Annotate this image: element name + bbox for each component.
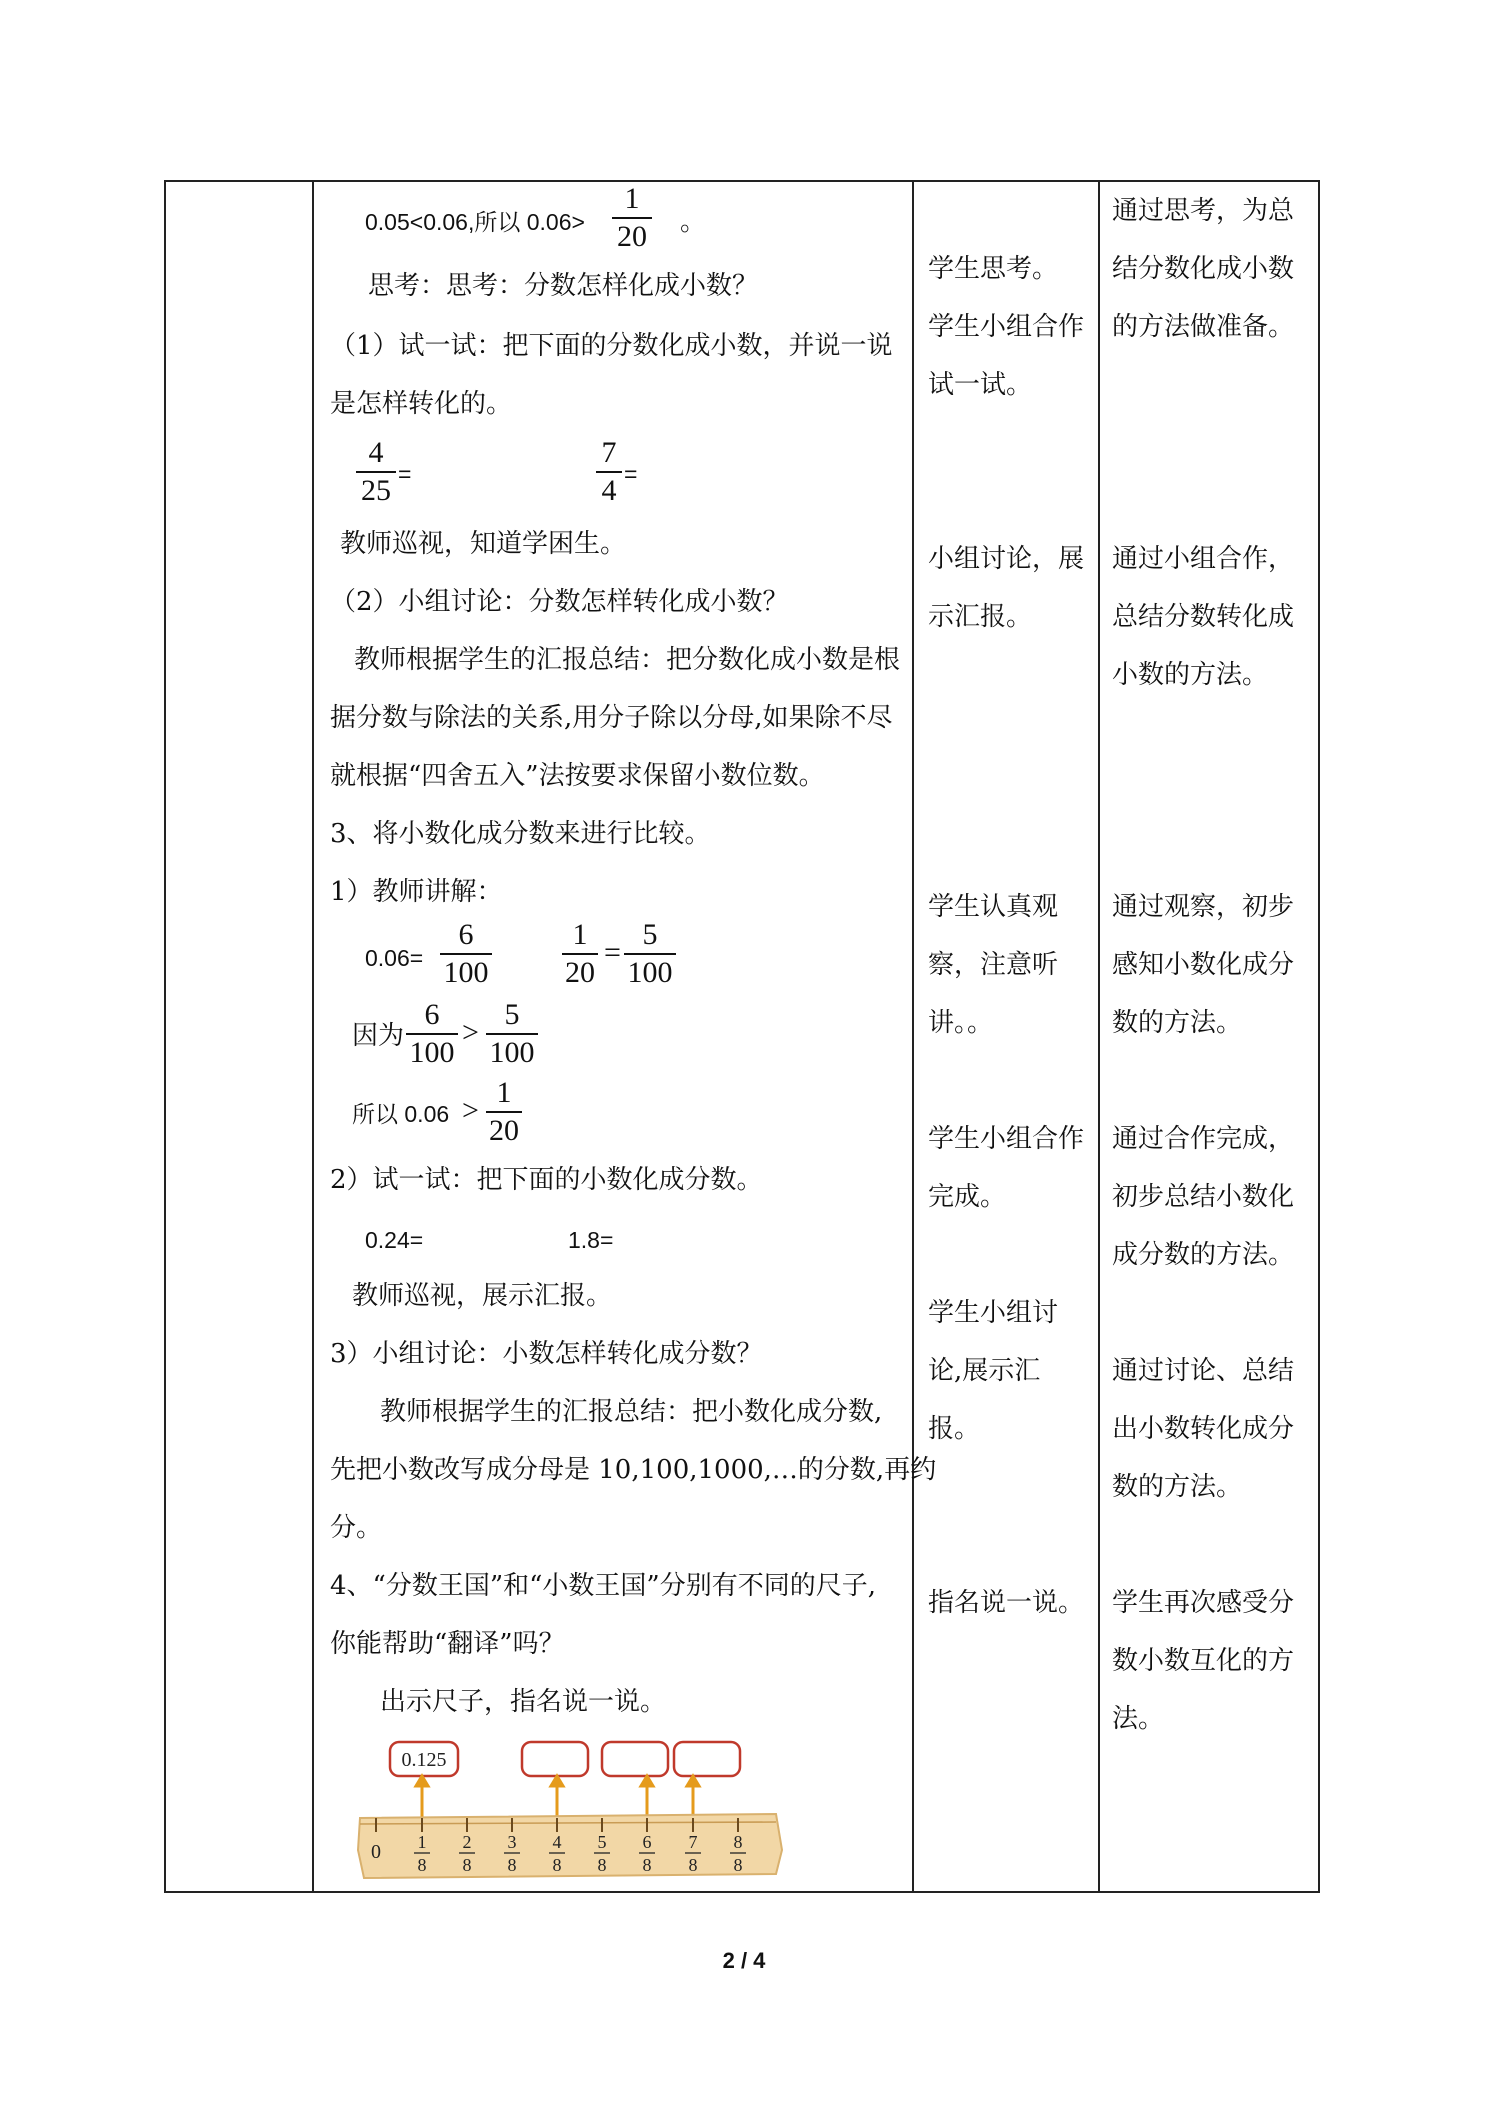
ruler-den-6: 8 <box>642 1855 652 1875</box>
step-4-line-a: 4、“分数王国”和“小数王国”分别有不同的尺子, <box>330 1571 876 1601</box>
page-number: 2 / 4 <box>722 1948 766 1973</box>
eq-a-prefix: 0.06= <box>365 945 424 971</box>
answer-box-blank-3 <box>674 1742 740 1776</box>
step-4-line-b: 你能帮助“翻译”吗？ <box>330 1629 565 1659</box>
student-activity-7: 指名说一说。 <box>928 1588 1085 1618</box>
design-intent-1: 通过思考，为总结分数化成小数的方法做准备。 <box>1112 196 1295 342</box>
student-activity-3: 小组讨论，展示汇报。 <box>928 544 1085 632</box>
answer-box-blank-2 <box>602 1742 668 1776</box>
fraction-6-100-a: 6 100 <box>440 918 492 990</box>
think-question: 思考：思考：分数怎样化成小数？ <box>368 271 759 301</box>
ruler-num-8: 8 <box>733 1832 743 1852</box>
student-activity-4: 学生认真观察，注意听讲。。 <box>928 892 1059 1038</box>
fraction-1-20-c: 1 20 <box>486 1076 522 1148</box>
fraction-5-100-b: 5 100 <box>486 998 538 1070</box>
col-divider-2 <box>912 180 914 1893</box>
ruler-den-2: 8 <box>462 1855 472 1875</box>
so-prefix: 所以 0.06 <box>352 1101 450 1127</box>
student-activity-1: 学生思考。 <box>928 254 1059 284</box>
col-divider-3 <box>1098 180 1100 1893</box>
greater-than-2: > <box>462 1094 479 1127</box>
ruler-num-3: 3 <box>507 1832 517 1852</box>
ruler-num-1: 1 <box>417 1832 427 1852</box>
teacher-explain: 1）教师讲解： <box>330 877 503 907</box>
teacher-patrol-2: 教师巡视，展示汇报。 <box>352 1281 613 1311</box>
decimal-0-24: 0.24= <box>365 1227 424 1253</box>
design-intent-6: 学生再次感受分数小数互化的方法。 <box>1112 1588 1295 1734</box>
student-activity-2: 学生小组合作试一试。 <box>928 312 1085 400</box>
table-bottom-border <box>164 1891 1320 1893</box>
ruler-num-4: 4 <box>552 1832 562 1852</box>
show-ruler: 出示尺子，指名说一说。 <box>380 1687 667 1717</box>
ruler-den-4: 8 <box>552 1855 562 1875</box>
compare-line-suffix: 。 <box>680 207 707 237</box>
fraction-4-25-equals: = <box>398 461 412 487</box>
try-1-line-b: 是怎样转化的。 <box>330 389 513 419</box>
student-activity-6: 学生小组讨论,展示汇报。 <box>928 1298 1059 1444</box>
fraction-1-20-b: 1 20 <box>562 918 598 990</box>
because-label: 因为 <box>352 1021 405 1051</box>
ruler-den-3: 8 <box>507 1855 517 1875</box>
table-left-border <box>164 180 166 1893</box>
design-intent-2: 通过小组合作，总结分数转化成小数的方法。 <box>1112 544 1295 690</box>
summary-2-line-c: 分。 <box>330 1513 383 1543</box>
summary-1-line-b: 据分数与除法的关系,用分子除以分母,如果除不尽 <box>330 703 893 733</box>
fraction-6-100-b: 6 100 <box>406 998 458 1070</box>
try-2-heading: 2）试一试：把下面的小数化成分数。 <box>330 1165 763 1195</box>
ruler-den-5: 8 <box>597 1855 607 1875</box>
decimal-1-8: 1.8= <box>568 1227 614 1253</box>
try-1-line-a: （1）试一试：把下面的分数化成小数，并说一说 <box>330 331 893 361</box>
summary-2-line-b: 先把小数改写成分母是 10,100,1000,…的分数,再约 <box>330 1455 937 1485</box>
fraction-7-4-equals: = <box>624 461 638 487</box>
table-right-border <box>1318 180 1320 1893</box>
ruler-num-5: 5 <box>597 1832 607 1852</box>
answer-box-label: 0.125 <box>401 1749 447 1771</box>
step-3-heading: 3、将小数化成分数来进行比较。 <box>330 819 711 849</box>
student-activity-5: 学生小组合作完成。 <box>928 1124 1085 1212</box>
design-intent-5: 通过讨论、总结出小数转化成分数的方法。 <box>1112 1356 1295 1502</box>
fraction-4-25: 4 25 <box>356 436 396 508</box>
col-divider-1 <box>312 180 314 1893</box>
pointer-arrows <box>416 1776 699 1818</box>
ruler-den-1: 8 <box>417 1855 427 1875</box>
summary-2-line-a: 教师根据学生的汇报总结：把小数化成分数, <box>380 1397 883 1427</box>
teacher-patrol-1: 教师巡视，知道学困生。 <box>340 529 627 559</box>
ruler-den-8: 8 <box>733 1855 743 1875</box>
design-intent-4: 通过合作完成，初步总结小数化成分数的方法。 <box>1112 1124 1295 1270</box>
fraction-7-4: 7 4 <box>596 436 622 508</box>
fraction-5-100-a: 5 100 <box>624 918 676 990</box>
compare-line-prefix: 0.05<0.06,所以 0.06> <box>365 209 585 235</box>
group-discussion-2: （2）小组讨论：分数怎样转化成小数？ <box>330 587 789 617</box>
greater-than-1: > <box>462 1016 479 1049</box>
summary-1-line-c: 就根据“四舍五入”法按要求保留小数位数。 <box>330 761 825 791</box>
ruler-num-7: 7 <box>688 1832 698 1852</box>
design-intent-3: 通过观察，初步感知小数化成分数的方法。 <box>1112 892 1295 1038</box>
fraction-1-20: 1 20 <box>612 182 652 254</box>
group-discussion-3: 3）小组讨论：小数怎样转化成分数？ <box>330 1339 763 1369</box>
summary-1-line-a: 教师根据学生的汇报总结：把分数化成小数是根 <box>354 645 901 675</box>
ruler-num-6: 6 <box>642 1832 652 1852</box>
ruler-num-2: 2 <box>462 1832 472 1852</box>
fraction-ruler-illustration <box>356 1740 786 1880</box>
answer-box-blank-1 <box>522 1742 588 1776</box>
equals-sign: = <box>604 936 621 969</box>
ruler-den-7: 8 <box>688 1855 698 1875</box>
ruler-zero: 0 <box>371 1841 381 1863</box>
